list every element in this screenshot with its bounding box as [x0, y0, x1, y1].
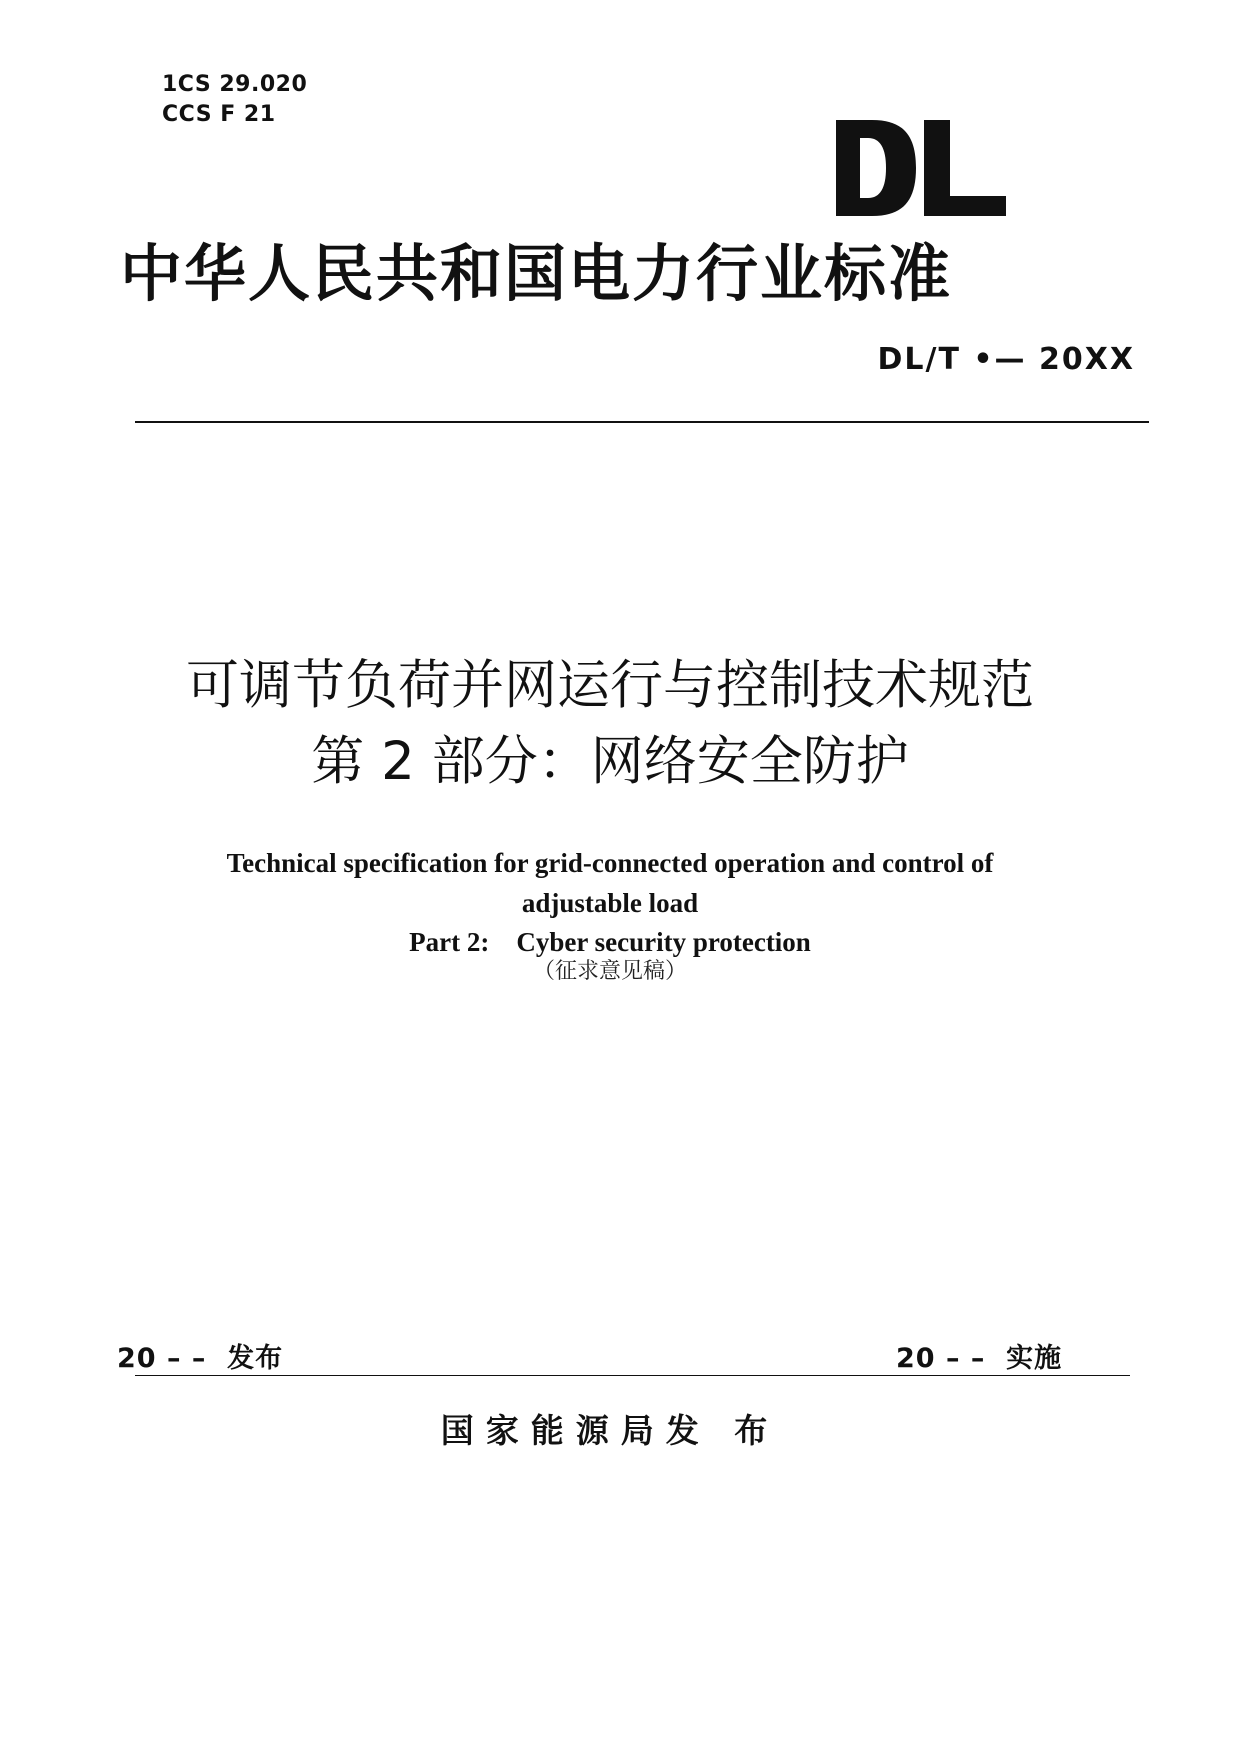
- implement-date: 20 – – 实施: [896, 1343, 1063, 1374]
- top-divider: [135, 421, 1149, 423]
- english-title-part: Part 2: Cyber security protection: [409, 927, 811, 957]
- classification-codes: [162, 70, 307, 130]
- standard-category-title: 中华人民共和国电力行业标准: [120, 237, 953, 310]
- publisher: 国家能源局发 布: [440, 1411, 780, 1450]
- chinese-title-line-2: 第 2 部分：网络安全防护: [311, 731, 909, 792]
- draft-note: （征求意见稿）: [532, 959, 687, 984]
- issue-date: 20 – – 发布: [117, 1343, 284, 1374]
- standard-number: DL/T •— 20XX: [877, 342, 1135, 377]
- bottom-divider: [135, 1375, 1130, 1376]
- english-title-line-2: adjustable load: [521, 888, 699, 918]
- chinese-title-line-1: 可调节负荷并网运行与控制技术规范: [186, 655, 1034, 716]
- english-title: [0, 843, 1220, 961]
- chinese-title: [0, 648, 1220, 800]
- english-title-line-1: Technical specification for grid-connected operation and control of: [226, 848, 994, 878]
- ics-code: 1CS 29.020: [162, 72, 308, 97]
- dl-logo: [836, 120, 1006, 216]
- ccs-code: CCS F 21: [162, 102, 276, 127]
